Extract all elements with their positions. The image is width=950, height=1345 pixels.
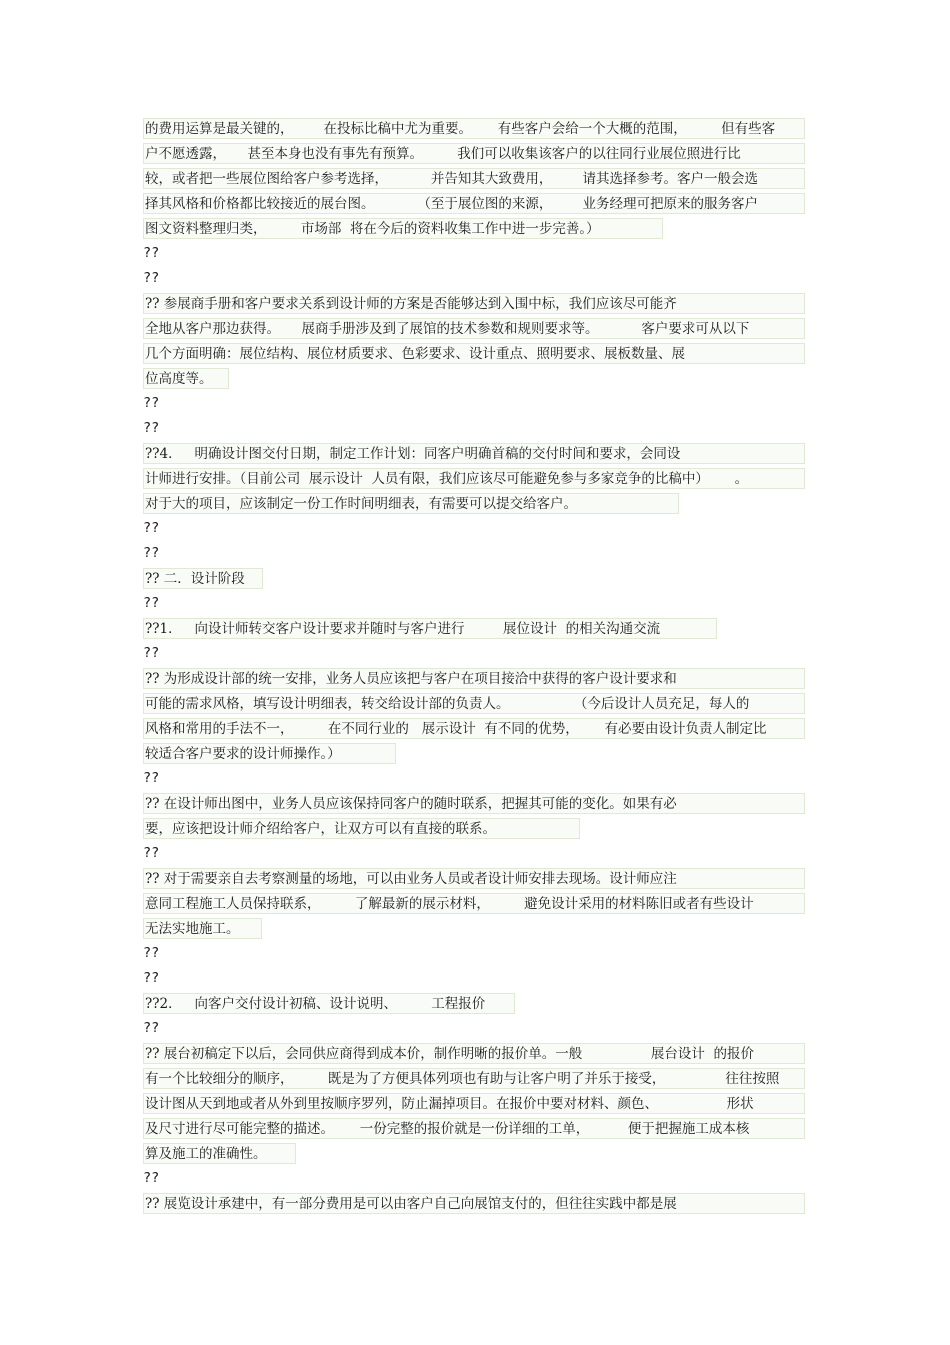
- text-line: 无法实地施工。: [143, 918, 262, 939]
- text-line: 计师进行安排。（目前公司 展示设计 人员有限，我们应该尽可能避免参与多家竞争的比稿中） 。: [143, 468, 805, 489]
- text-line: 几个方面明确：展位结构、展位材质要求、色彩要求、设计重点、照明要求、展板数量、展: [143, 343, 805, 364]
- text-line: 较，或者把一些展位图给客户参考选择， 并告知其大致费用， 请其选择参考。客户一般会选: [143, 168, 805, 189]
- text-line: ??1． 向设计师转交客户设计要求并随时与客户进行 展位设计 的相关沟通交流: [143, 618, 717, 639]
- line-marker: ??: [143, 270, 160, 286]
- text-line: 算及施工的准确性。: [143, 1143, 296, 1164]
- text-line: 风格和常用的手法不一， 在不同行业的 展示设计 有不同的优势， 有必要由设计负责人制定比: [143, 718, 805, 739]
- text-line: 图文资料整理归类， 市场部 将在今后的资料收集工作中进一步完善。）: [143, 218, 663, 239]
- text-line: ??2． 向客户交付设计初稿、设计说明、 工程报价: [143, 993, 515, 1014]
- line-marker: ??: [143, 1170, 160, 1186]
- text-line: 及尺寸进行尽可能完整的描述。 一份完整的报价就是一份详细的工单， 便于把握施工成本核: [143, 1118, 805, 1139]
- line-marker: ??: [143, 770, 160, 786]
- text-line: 可能的需求风格，填写设计明细表，转交给设计部的负责人。 （今后设计人员充足，每人的: [143, 693, 805, 714]
- text-line: 择其风格和价格都比较接近的展台图。 （至于展位图的来源， 业务经理可把原来的服务客户: [143, 193, 805, 214]
- text-line: ?? 二．设计阶段: [143, 568, 263, 589]
- text-line: ?? 在设计师出图中，业务人员应该保持同客户的随时联系，把握其可能的变化。如果有必: [143, 793, 805, 814]
- text-line: 意同工程施工人员保持联系， 了解最新的展示材料， 避免设计采用的材料陈旧或者有些设计: [143, 893, 805, 914]
- line-marker: ??: [143, 595, 160, 611]
- line-marker: ??: [143, 395, 160, 411]
- text-line: 全地从客户那边获得。 展商手册涉及到了展馆的技术参数和规则要求等。 客户要求可从以下: [143, 318, 805, 339]
- text-line: 对于大的项目，应该制定一份工作时间明细表，有需要可以提交给客户。: [143, 493, 679, 514]
- text-line: 户不愿透露， 甚至本身也没有事先有预算。 我们可以收集该客户的以往同行业展位照进行比: [143, 143, 805, 164]
- text-line: ?? 展台初稿定下以后，会同供应商得到成本价，制作明晰的报价单。一般 展台设计 的报价: [143, 1043, 805, 1064]
- text-line: 的费用运算是最关键的， 在投标比稿中尤为重要。 有些客户会给一个大概的范围， 但有些客: [143, 118, 805, 139]
- line-marker: ??: [143, 945, 160, 961]
- text-line: 较适合客户要求的设计师操作。）: [143, 743, 396, 764]
- text-line: ?? 展览设计承建中，有一部分费用是可以由客户自己向展馆支付的，但往往实践中都是展: [143, 1193, 805, 1214]
- line-marker: ??: [143, 970, 160, 986]
- line-marker: ??: [143, 245, 160, 261]
- text-line: ??4． 明确设计图交付日期，制定工作计划：同客户明确首稿的交付时间和要求，会同设: [143, 443, 805, 464]
- text-line: 位高度等。: [143, 368, 229, 389]
- text-line: ?? 对于需要亲自去考察测量的场地，可以由业务人员或者设计师安排去现场。设计师应注: [143, 868, 805, 889]
- line-marker: ??: [143, 645, 160, 661]
- text-line: 要，应该把设计师介绍给客户，让双方可以有直接的联系。: [143, 818, 580, 839]
- text-line: 设计图从天到地或者从外到里按顺序罗列，防止漏掉项目。在报价中要对材料、颜色、 形状: [143, 1093, 805, 1114]
- text-line: ?? 参展商手册和客户要求关系到设计师的方案是否能够达到入围中标，我们应该尽可能齐: [143, 293, 805, 314]
- line-marker: ??: [143, 520, 160, 536]
- line-marker: ??: [143, 1020, 160, 1036]
- line-marker: ??: [143, 845, 160, 861]
- line-marker: ??: [143, 545, 160, 561]
- text-line: 有一个比较细分的顺序， 既是为了方便具体列项也有助与让客户明了并乐于接受， 往往按照: [143, 1068, 805, 1089]
- line-marker: ??: [143, 420, 160, 436]
- text-line: ?? 为形成设计部的统一安排，业务人员应该把与客户在项目接洽中获得的客户设计要求和: [143, 668, 805, 689]
